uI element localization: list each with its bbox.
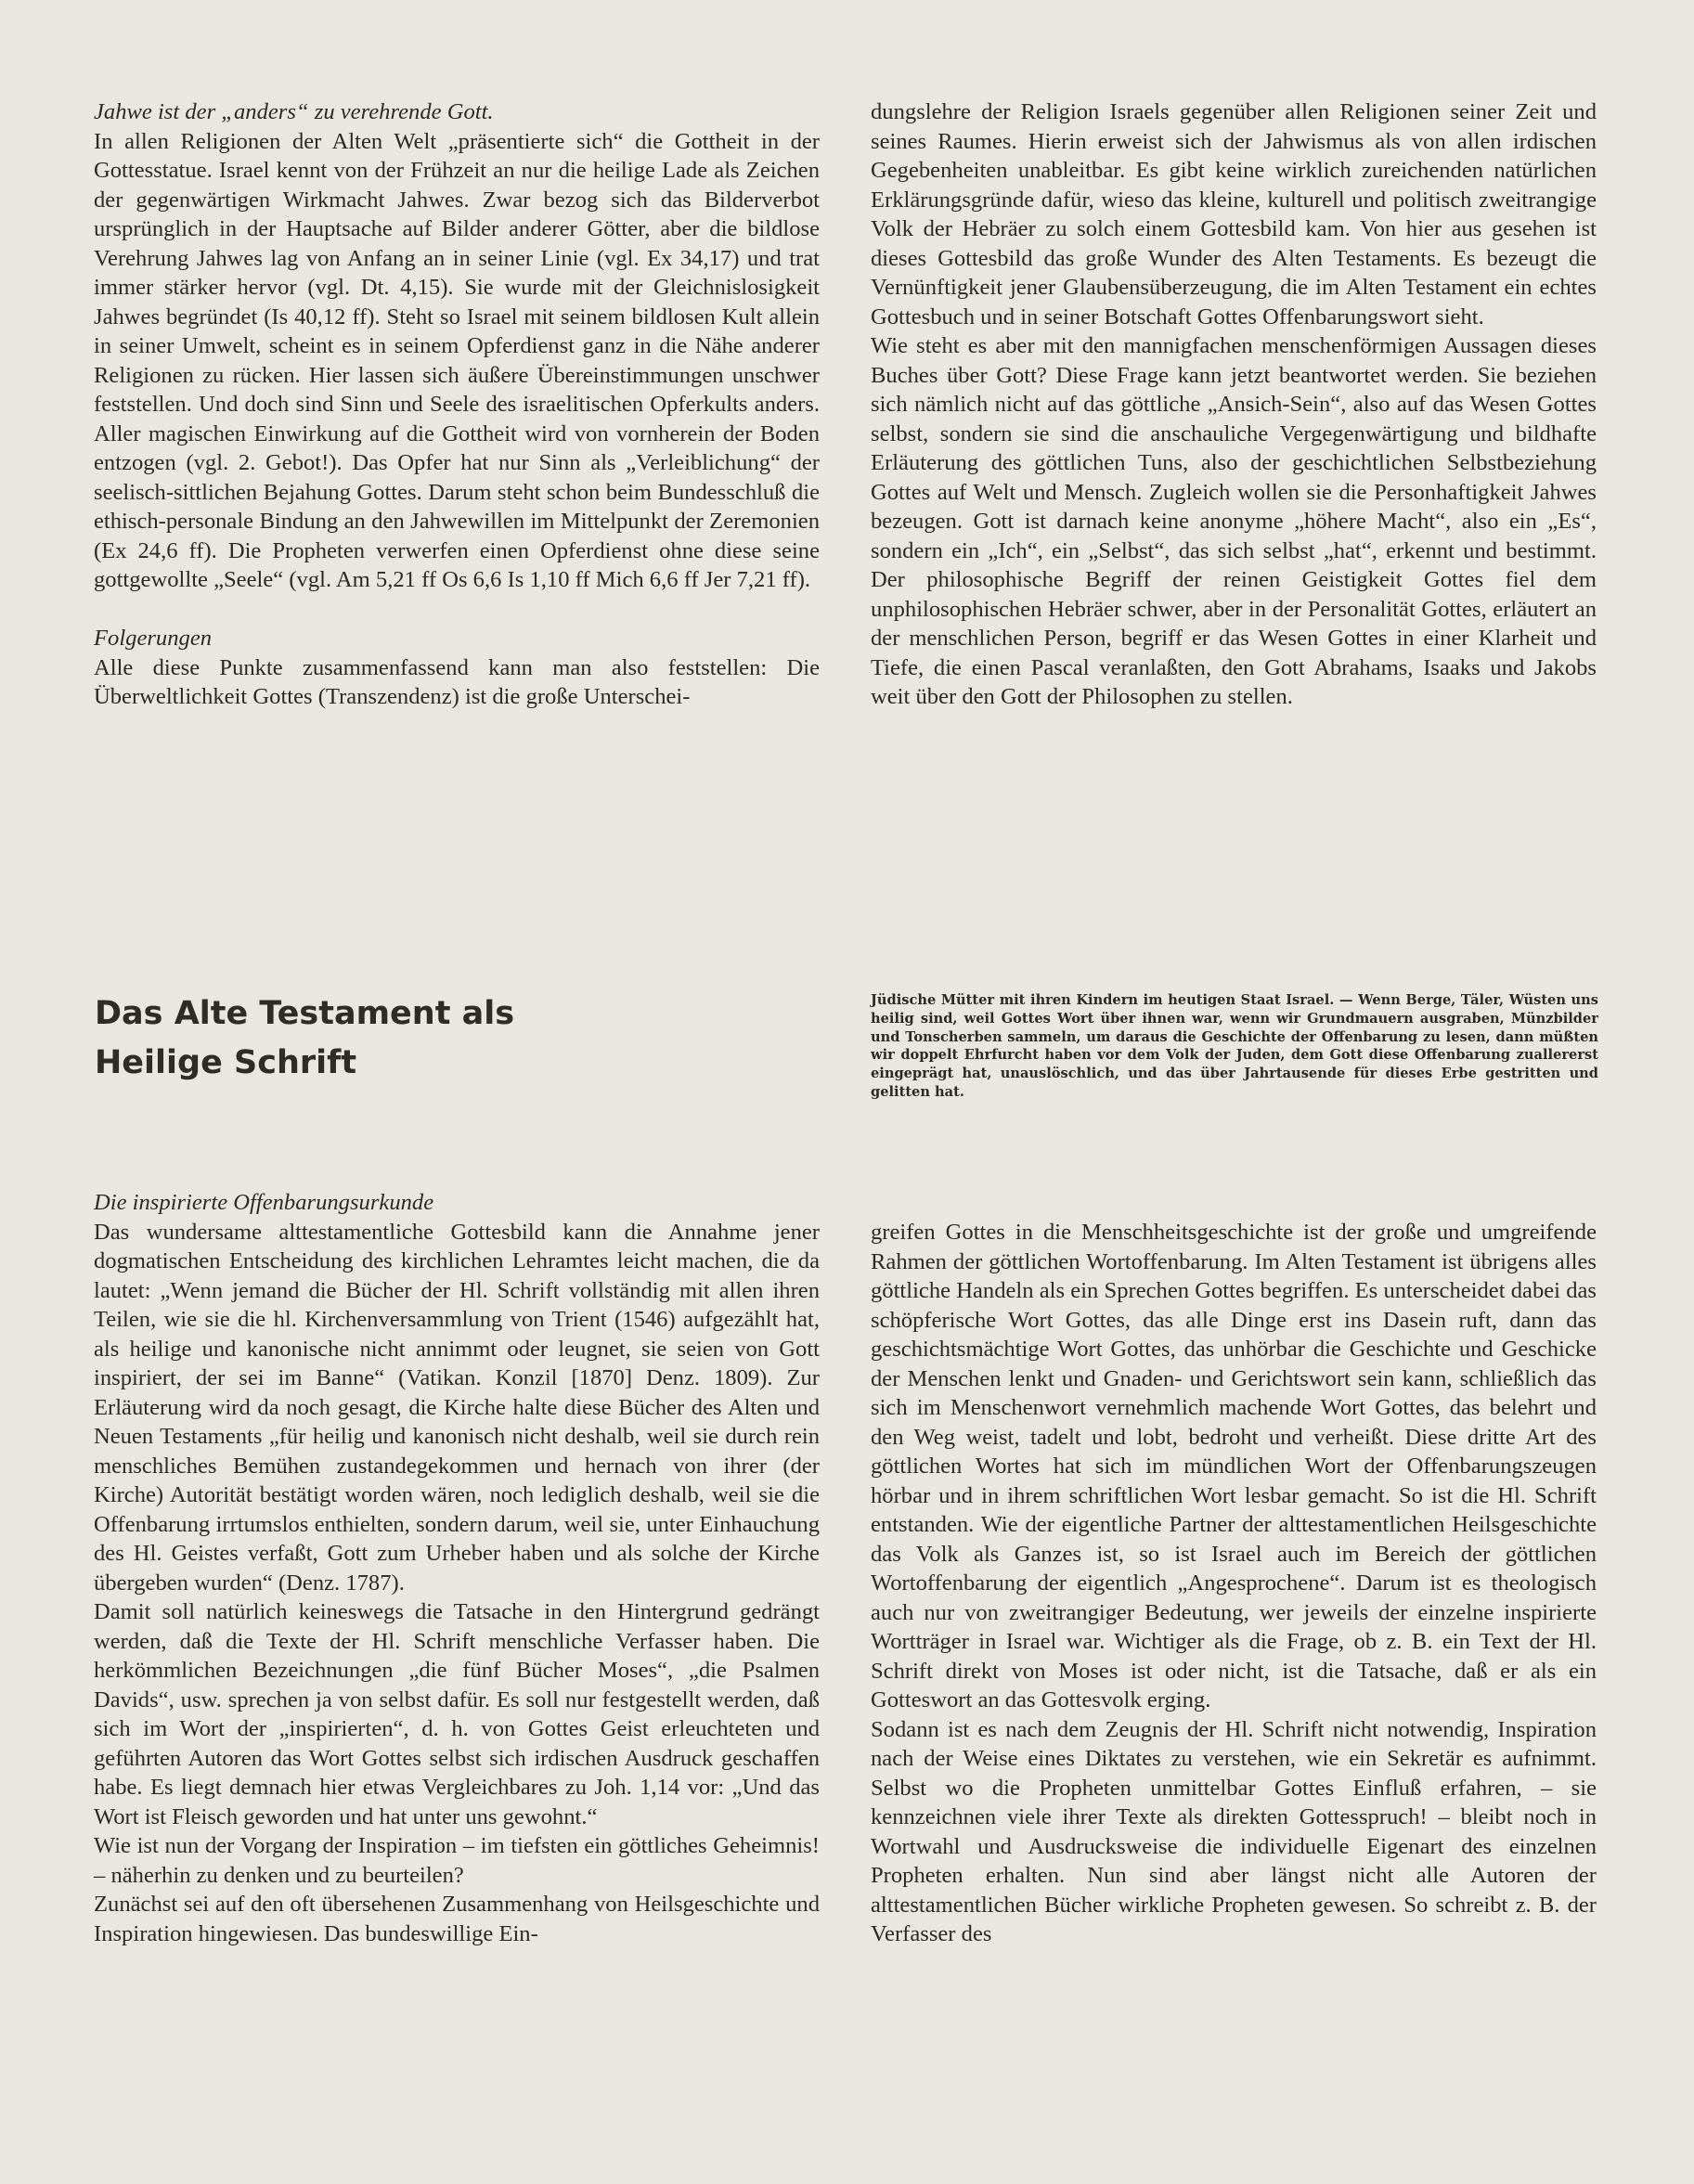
top-right-column (871, 97, 1597, 712)
paragraph: Damit soll natürlich keineswegs die Tatsache in den Hintergrund gedrängt werden, daß die Texte der Hl. Schrift menschliche Verfasser haben. Die herkömmlichen Bezeichnungen „die fünf Bücher Moses“, „die Psalmen Davids“, usw. sprechen ja von selbst dafür. Es soll nur festgestellt werden, daß sich im Wort der „inspirierten“, d. h. von Gottes Geist erleuchteten und geführten Autoren das Wort Gottes selbst sich irdischen Ausdruck geschaffen habe. Es liegt demnach hier etwas Vergleichbares zu Joh. 1,14 vor: „Und das Wort ist Fleisch geworden und hat unter uns gewohnt.“ (94, 1599, 820, 1829)
section-title-line1: Das Alte Testament als (95, 995, 515, 1032)
subheading-offenbarungsurkunde: Die inspirierte Offenbarungsurkunde (94, 1190, 434, 1215)
paragraph: Wie ist nun der Vorgang der Inspiration – im tiefsten ein göttliches Geheimnis! – näherhin zu denken und zu beurteilen? (94, 1833, 820, 1888)
paragraph: greifen Gottes in die Menschheitsgeschichte ist der große und umgreifende Rahmen der göttlichen Wortoffenbarung. Im Alten Testament ist übrigens alles göttliche Handeln als ein Sprechen Gottes begriffen. Es unterscheidet dabei das schöpferische Wort Gottes, das alle Dinge erst ins Dasein ruft, dann das geschichtsmächtige Wort Gottes, das unhörbar die Geschichte und Geschicke der Menschen lenkt und Gnaden- und Gerichtswort sein kann, schließlich das sich im Menschenwort vernehmlich machende Wort Gottes, das belehrt und den Weg weist, tadelt und lobt, bedroht und verheißt. Diese dritte Art des göttlichen Wortes hat sich im mündlichen Wort der Offenbarungszeugen hörbar und in ihrem schriftlichen Wort lesbar gemacht. So ist die Hl. Schrift entstanden. Wie der eigentliche Partner der alttestamentlichen Heilsgeschichte das Volk als Ganzes ist, so ist Israel auch im Bereich der göttlichen Wortoffenbarung der eigentlich „Angesprochene“. Darum ist es theologisch auch nur von zweitrangiger Bedeutung, wer jeweils der einzelne inspirierte Wortträger in Israel war. Wichtiger als die Frage, ob z. B. ein Text der Hl. Schrift direkt von Moses ist oder nicht, ist die Tatsache, daß er als ein Gotteswort an das Gottesvolk erging. (871, 1220, 1597, 1712)
paragraph: dungslehre der Religion Israels gegenüber allen Religionen seiner Zeit und seines Raumes. Hierin erweist sich der Jahwismus als von allen irdischen Gegebenheiten unableitbar. Es gibt keine wirklich zureichenden natürlichen Erklärungsgründe dafür, wieso das kleine, kulturell und politisch zweitrangige Volk der Hebräer zu solch einem Gottesbild kam. Von hier aus gesehen ist dieses Gottesbild das große Wunder des Alten Testaments. Es bezeugt die Vernünftigkeit jener Glaubensüberzeugung, die im Alten Testament ein echtes Gottesbuch und in seiner Botschaft Gottes Offenbarungswort sieht. (871, 99, 1597, 330)
paragraph: Sodann ist es nach dem Zeugnis der Hl. Schrift nicht notwendig, Inspiration nach der Weise eines Diktates zu verstehen, wie ein Sekretär es aufnimmt. Selbst wo die Propheten unmittelbar Gottes Einfluß erfahren, – sie kennzeichnen viele ihrer Texte als direkten Gottesspruch! – bleibt noch in Wortwahl und Ausdrucksweise die individuelle Eigenart des einzelnen Propheten erhalten. Nun sind aber längst nicht alle Autoren der alttestamentlichen Bücher wirkliche Propheten gewesen. So schreibt z. B. der Verfasser des (871, 1716, 1597, 1946)
paragraph: Zunächst sei auf den oft übersehenen Zusammenhang von Heilsgeschichte und Inspiration hingewiesen. Das bundeswillige Ein- (94, 1892, 820, 1946)
section-title-line2: Heilige Schrift (95, 1044, 357, 1081)
section-title (95, 989, 614, 1088)
paragraph: Wie steht es aber mit den mannigfachen menschenförmigen Aussagen dieses Buches über Gott? Diese Frage kann jetzt beantwortet werden. Sie beziehen sich nämlich nicht auf das göttliche „Ansich-Sein“, also auf das Wesen Gottes selbst, sondern sie sind die anschauliche Vergegenwärtigung und bildhafte Erläuterung des göttlichen Tuns, also der geschichtlichen Selbstbeziehung Gottes auf Welt und Mensch. Zugleich wollen sie die Personhaftigkeit Jahwes bezeugen. Gott ist darnach keine anonyme „höhere Macht“, also ein „Es“, sondern ein „Ich“, ein „Selbst“, das sich selbst „hat“, erkennt und bestimmt. Der philosophische Begriff der reinen Geistigkeit Gottes fiel dem unphilosophischen Hebräer schwer, aber in der Personalität Gottes, erläutert an der menschlichen Person, begriff er das Wesen Gottes in einer Klarheit und Tiefe, die einen Pascal veranlaßten, den Gott Abrahams, Isaaks und Jakobs weit über den Gott der Philosophen zu stellen. (871, 333, 1597, 709)
subheading-folgerungen: Folgerungen (94, 626, 213, 651)
photo-caption: Jüdische Mütter mit ihren Kindern im heutigen Staat Israel. — Wenn Berge, Täler, Wüsten uns heilig sind, weil Gottes Wort über ihnen war, wenn wir Grundmauern ausgraben, Münzbilder und Tonscherben sammeln, um daraus die Geschichte der Offenbarung zu lesen, dann müßten wir doppelt Ehrfurcht haben vor dem Volk der Juden, dem Gott diese Offenbarung zuallererst eingeprägt hat, unauslöschlich, und das über Jahrtausende für dieses Erbe gestritten und gelitten hat. (871, 992, 1598, 1100)
subheading-jahwe: Jahwe ist der „anders“ zu verehrende Gott. (94, 99, 494, 124)
bottom-left-column (94, 1188, 820, 1948)
paragraph: Alle diese Punkte zusammenfassend kann man also feststellen: Die Überweltlichkeit Gottes (Transzendenz) ist die große Unterschei- (94, 654, 820, 709)
paragraph: Das wundersame alttestamentliche Gottesbild kann die Annahme jener dogmatischen Entscheidung des kirchlichen Lehramtes leicht machen, die da lautet: „Wenn jemand die Bücher der Hl. Schrift vollständig mit allen ihren Teilen, wie sie die hl. Kirchenversammlung von Trient (1546) aufgezählt hat, als heilige und kanonische nicht annimmt oder leugnet, sie seien von Gott inspiriert, der sei im Banne“ (Vatikan. Konzil [1870] Denz. 1809). Zur Erläuterung wird da noch gesagt, die Kirche halte diese Bücher des Alten und Neuen Testaments „für heilig und kanonisch nicht deshalb, weil sie durch rein menschliches Bemühen zustandegekommen und hernach von ihrer (der Kirche) Autorität bestätigt worden wären, noch lediglich deshalb, weil sie die Offenbarung irrtumslos enthielten, sondern darum, weil sie, unter Einhauchung des Hl. Geistes verfaßt, Gott zum Urheber haben und als solche der Kirche übergeben wurden“ (Denz. 1787). (94, 1219, 820, 1596)
paragraph: In allen Religionen der Alten Welt „präsentierte sich“ die Gottheit in der Gottesstatue. Israel kennt von der Frühzeit an nur die heilige Lade als Zeichen der gegenwärtigen Wirkmacht Jahwes. Zwar bezog sich das Bilderverbot ursprünglich in der Hauptsache auf Bilder anderer Götter, aber die bildlose Verehrung Jahwes lag von Anfang an in seiner Linie (vgl. Ex 34,17) und trat immer stärker hervor (vgl. Dt. 4,15). Sie wurde mit der Gleichnislosigkeit Jahwes begründet (Is 40,12 ff). Steht so Israel mit seinem bildlosen Kult allein in seiner Umwelt, scheint es in seinem Opferdienst ganz in die Nähe anderer Religionen zu rücken. Hier lassen sich äußere Übereinstimmungen unschwer feststellen. Und doch sind Sinn und Seele des israelitischen Opferkults anders. Aller magischen Einwirkung auf die Gottheit wird von vornherein der Boden entzogen (vgl. 2. Gebot!). Das Opfer hat nur Sinn als „Verleiblichung“ der seelisch-sittlichen Bejahung Gottes. Darum steht schon beim Bundesschluß die ethisch-personale Bindung an den Jahwewillen im Mittelpunkt der Zeremonien (Ex 24,6 ff). Die Propheten verwerfen einen Opferdienst ohne diese seine gottgewollte „Seele“ (vgl. Am 5,21 ff Os 6,6 Is 1,10 ff Mich 6,6 ff Jer 7,21 ff). (94, 128, 820, 592)
bottom-right-column (871, 1218, 1597, 1949)
top-left-column (94, 97, 820, 712)
